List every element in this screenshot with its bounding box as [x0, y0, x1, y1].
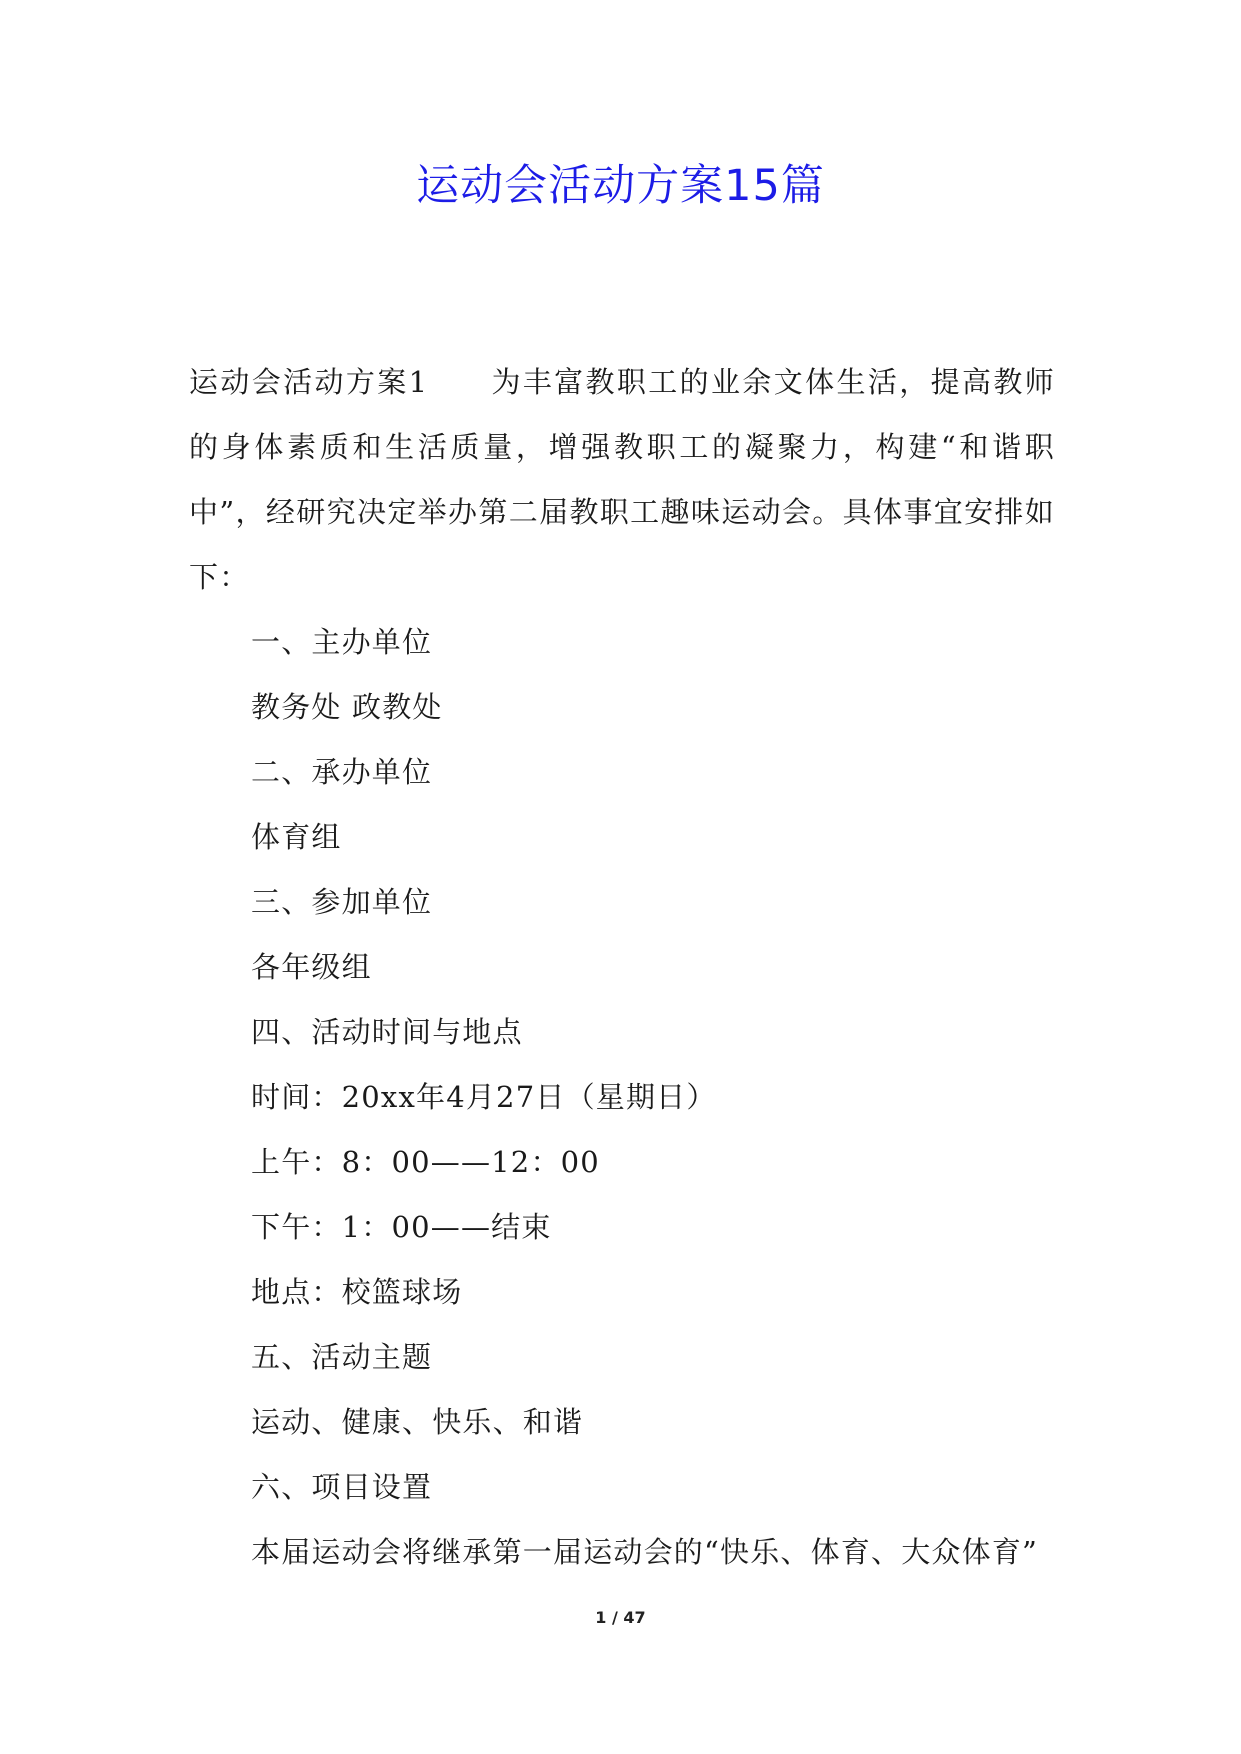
line-organizer-heading: 一、主办单位: [251, 625, 433, 659]
line-theme-heading: 五、活动主题: [251, 1340, 433, 1374]
line-date: 时间：20xx年4月27日（星期日）: [251, 1080, 717, 1114]
intro-text: 为丰富教职工的业余文体生活，提高教师的身体素质和生活质量，增强教职工的凝聚力，构建“和谐职中”，经研究决定举办第二届教职工趣味运动会。具体事宜安排如下：: [189, 365, 1055, 594]
line-organizer-value: 教务处 政教处: [251, 690, 443, 724]
line-host-heading: 二、承办单位: [251, 755, 433, 789]
line-events-heading: 六、项目设置: [251, 1470, 433, 1504]
document-title: 运动会活动方案15篇: [416, 161, 825, 211]
line-host-value: 体育组: [251, 820, 342, 854]
line-afternoon: 下午：1：00——结束: [251, 1210, 552, 1244]
section-heading: 运动会活动方案1: [189, 365, 429, 399]
line-theme-value: 运动、健康、快乐、和谐: [251, 1405, 584, 1439]
line-morning: 上午：8：00——12：00: [251, 1145, 600, 1179]
line-participants-value: 各年级组: [251, 950, 372, 984]
line-location: 地点：校篮球场: [251, 1275, 463, 1309]
line-events-text: 本届运动会将继承第一届运动会的“快乐、体育、大众体育”: [251, 1535, 1039, 1569]
line-participants-heading: 三、参加单位: [251, 885, 433, 919]
document-body: [189, 350, 1055, 1585]
page-number: 1 / 47: [595, 1608, 646, 1627]
line-time-place-heading: 四、活动时间与地点: [251, 1015, 523, 1049]
intro-paragraph: [189, 350, 1055, 610]
